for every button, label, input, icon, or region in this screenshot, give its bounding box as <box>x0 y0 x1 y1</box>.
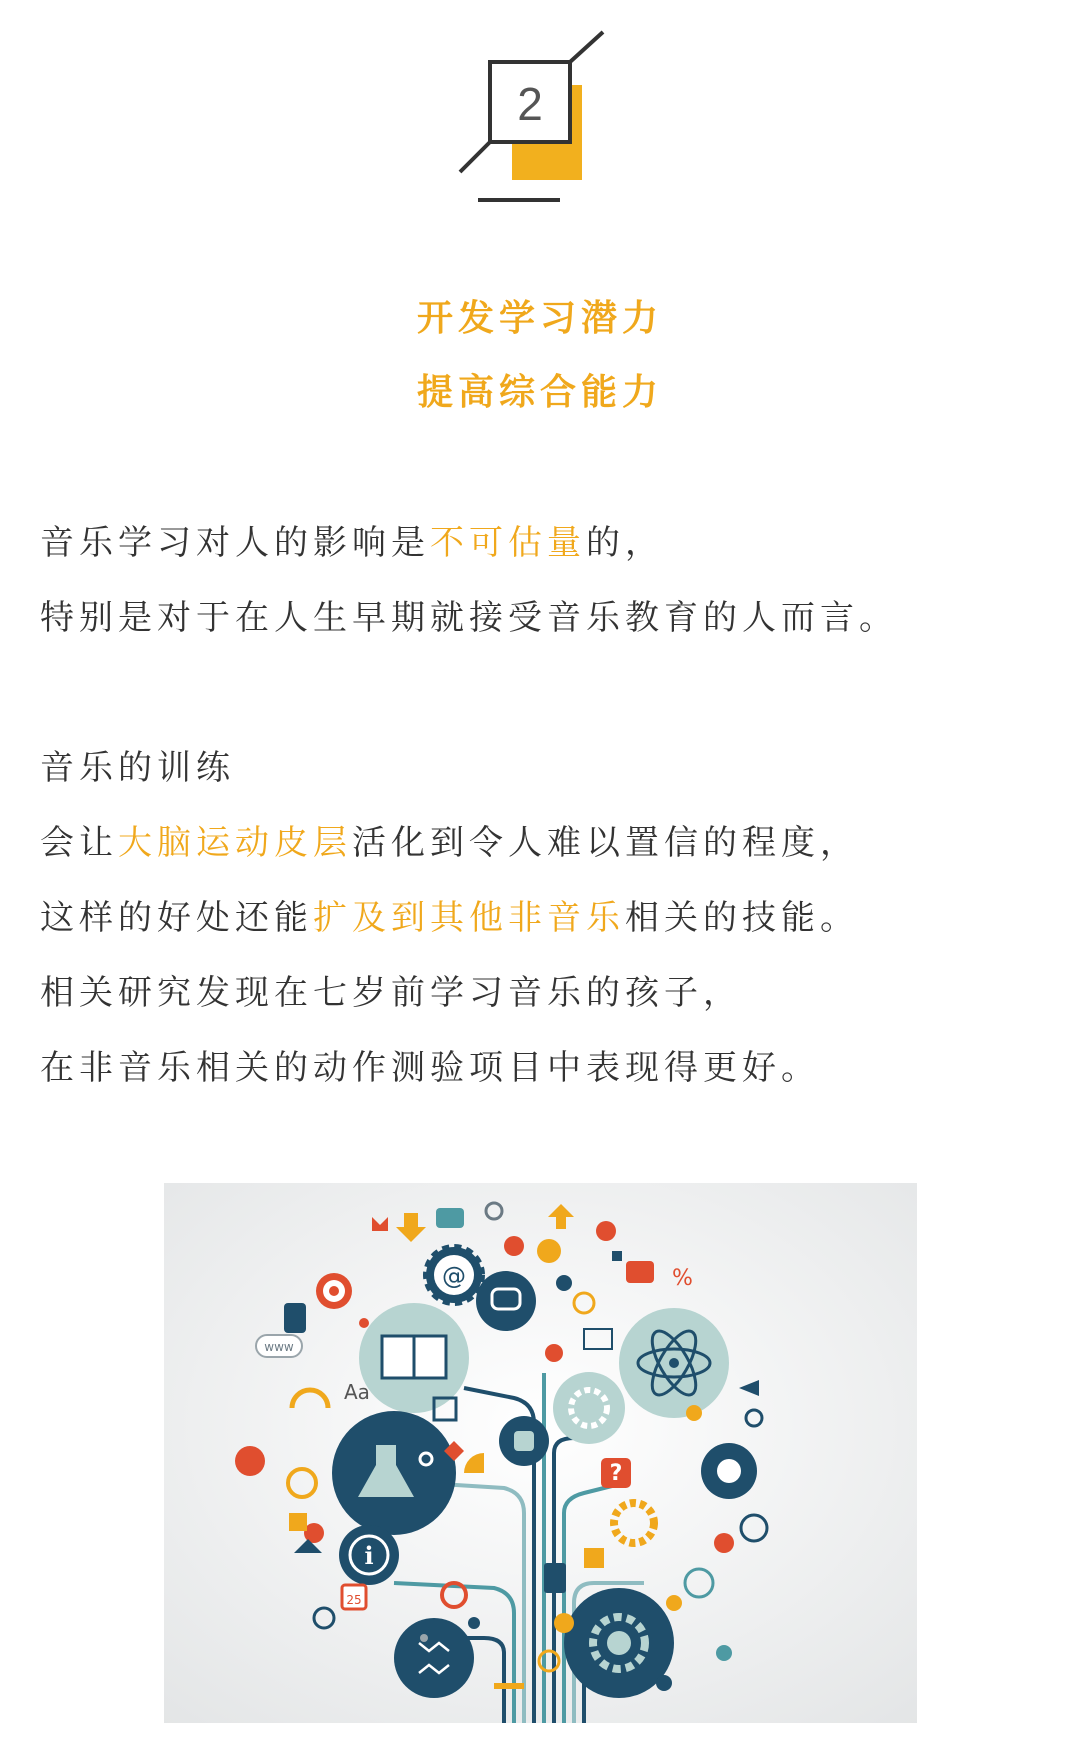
text-run: 的， <box>586 523 664 563</box>
calendar-day: 25 <box>346 1593 362 1607</box>
text-run: 特别是对于在人生早期就接受音乐教育的人而言。 <box>40 598 898 638</box>
education-icon-tree-illustration <box>164 1183 917 1723</box>
text-run: 相关研究发现在七岁前学习音乐的孩子， <box>40 973 742 1013</box>
question-symbol: ? <box>609 1461 623 1486</box>
lifebuoy-icon <box>701 1443 757 1499</box>
puzzle-circle <box>499 1416 549 1466</box>
flask-small-icon <box>556 1275 572 1291</box>
dot-icon <box>420 1634 428 1642</box>
notebook-icon <box>284 1303 306 1333</box>
info-icon: i <box>364 1541 374 1570</box>
comment-icon <box>626 1261 654 1283</box>
question-icon <box>601 1458 631 1488</box>
recycle-icon <box>686 1405 702 1421</box>
lightbulb-icon <box>537 1239 561 1263</box>
calendar-icon <box>342 1585 366 1609</box>
atom-circle <box>619 1308 729 1418</box>
font-icon <box>344 1380 370 1404</box>
paragraph-line <box>40 806 1050 881</box>
person-icon <box>545 1344 563 1362</box>
male-symbol-icon <box>468 1617 480 1629</box>
paragraph-line <box>40 506 1050 581</box>
font-sample: Aa <box>344 1380 370 1404</box>
section-title-2: 提高综合能力 <box>416 372 663 413</box>
email-symbol: @ <box>442 1262 466 1290</box>
speech-bubble-icon <box>436 1208 464 1228</box>
trophy-icon <box>554 1613 574 1633</box>
text-run: 相关的技能。 <box>625 898 859 938</box>
badge-number: 2 <box>517 78 543 130</box>
puzzle-small-icon <box>716 1645 732 1661</box>
gear-circle-small <box>553 1372 625 1444</box>
flask-circle <box>332 1411 456 1535</box>
text-run: 这样的好处还能 <box>40 898 313 938</box>
text-run: 音乐的训练 <box>40 748 235 788</box>
thumbs-up-icon <box>612 1251 622 1261</box>
info-circle <box>339 1525 399 1585</box>
flame-icon <box>714 1533 734 1553</box>
small-gear-icon <box>666 1595 682 1611</box>
section-titles <box>0 282 1080 430</box>
calculator-icon <box>544 1563 566 1593</box>
percent-icon <box>672 1266 693 1291</box>
paragraph-1 <box>40 506 1050 656</box>
www-label: www <box>264 1340 294 1354</box>
www-icon <box>256 1335 302 1357</box>
highlight-text: 不可估量 <box>430 523 586 563</box>
paragraph-line <box>40 956 1050 1031</box>
highlight-text: 大脑运动皮层 <box>118 823 352 863</box>
chat-circle <box>476 1271 536 1331</box>
paragraph-line <box>40 881 1050 956</box>
paragraph-2 <box>40 731 1050 1106</box>
target-icon <box>316 1273 352 1309</box>
share-icon <box>235 1446 265 1476</box>
pencil-icon <box>494 1683 524 1689</box>
connector-icon <box>656 1675 672 1691</box>
paragraph-line <box>40 581 1050 656</box>
text-run: 会让 <box>40 823 118 863</box>
puzzle-piece-icon <box>584 1548 604 1568</box>
section-number-badge <box>455 30 615 220</box>
arrow-box-icon <box>289 1513 307 1531</box>
paragraph-line <box>40 1031 1050 1106</box>
badge-diagonal-bottom <box>460 142 490 172</box>
percent-symbol: % <box>672 1266 693 1291</box>
badge-diagonal-top <box>570 32 603 62</box>
highlight-text: 扩及到其他非音乐 <box>313 898 625 938</box>
gear-icon <box>596 1221 616 1241</box>
text-run: 活化到令人难以置信的程度， <box>352 823 859 863</box>
star-icon <box>359 1318 369 1328</box>
paragraph-line <box>40 731 1050 806</box>
dna-circle <box>394 1618 474 1698</box>
email-gear-icon <box>426 1247 482 1303</box>
text-run: 在非音乐相关的动作测验项目中表现得更好。 <box>40 1048 820 1088</box>
text-run: 音乐学习对人的影响是 <box>40 523 430 563</box>
section-title-1: 开发学习潜力 <box>416 298 663 339</box>
checkmark-icon <box>504 1236 524 1256</box>
